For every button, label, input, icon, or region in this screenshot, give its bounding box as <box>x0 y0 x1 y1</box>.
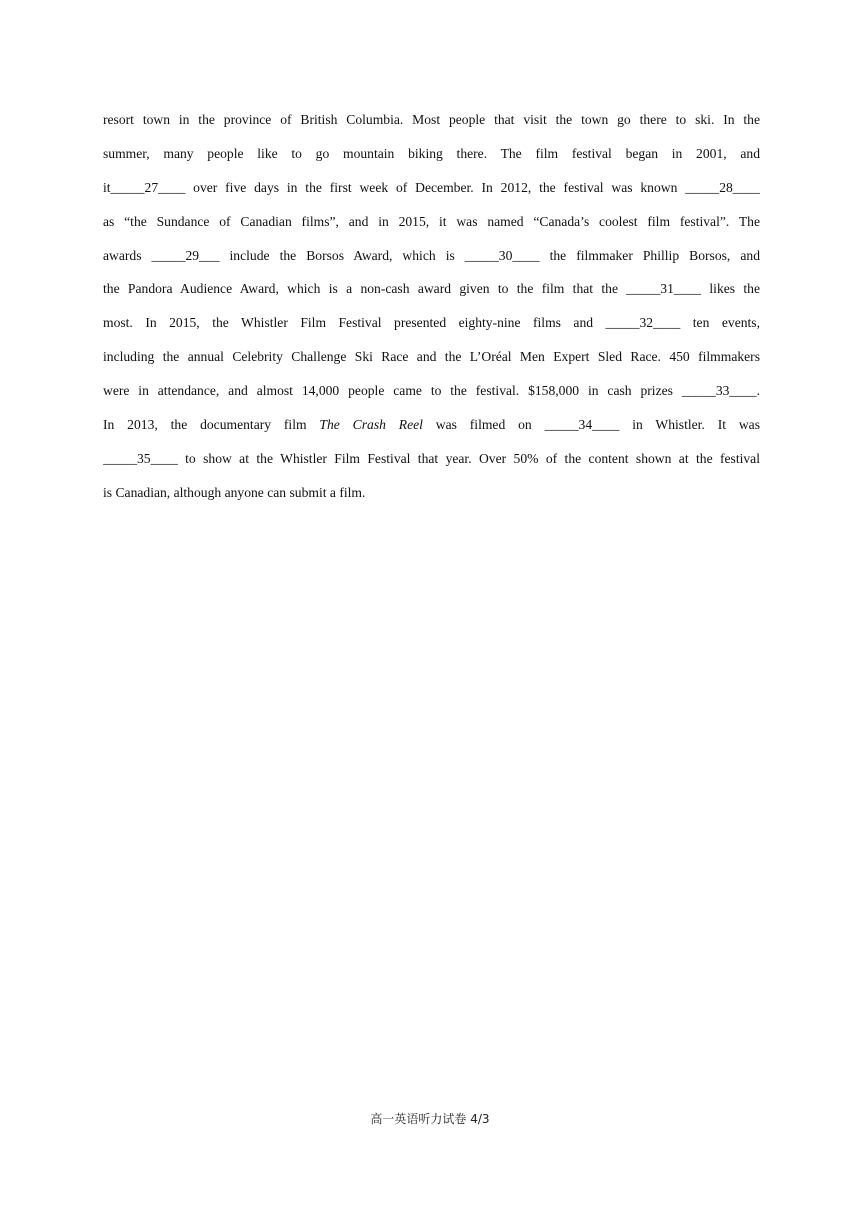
passage-text <box>103 107 760 514</box>
line-segment: In 2013, the documentary film <box>103 417 320 433</box>
passage-line: including the annual Celebrity Challenge Ski Race and the L’Oréal Men Expert Sled Race. 450 filmmakers <box>103 349 760 365</box>
passage-line: as “the Sundance of Canadian films”, and in 2015, it was named “Canada’s coolest film festival”. The <box>103 213 760 229</box>
passage-line: it_____27____ over five days in the first week of December. In 2012, the festival was known _____28____ <box>103 179 760 195</box>
passage-line: resort town in the province of British Columbia. Most people that visit the town go there to ski. In the <box>103 112 760 127</box>
passage-line: summer, many people like to go mountain biking there. The film festival began in 2001, and <box>103 145 760 161</box>
passage-line: awards _____29___ include the Borsos Award, which is _____30____ the filmmaker Phillip Borsos, and <box>103 247 760 263</box>
passage-line: _____35____ to show at the Whistler Film Festival that year. Over 50% of the content shown at the festival <box>103 450 760 466</box>
film-title: The Crash Reel <box>319 417 423 433</box>
passage-line: were in attendance, and almost 14,000 people came to the festival. $158,000 in cash prizes _____33____. <box>103 383 760 399</box>
passage-line: most. In 2015, the Whistler Film Festival presented eighty-nine films and _____32____ ten events, <box>103 315 760 331</box>
passage-line-with-title <box>103 412 760 446</box>
page-footer: 高一英语听力试卷 4/3 <box>370 1112 490 1126</box>
line-segment: was filmed on _____34____ in Whistler. It was <box>422 417 760 433</box>
passage-line: the Pandora Audience Award, which is a non-cash award given to the film that the _____31____ likes the <box>103 281 760 297</box>
passage-line: is Canadian, although anyone can submit a film. <box>103 484 366 500</box>
